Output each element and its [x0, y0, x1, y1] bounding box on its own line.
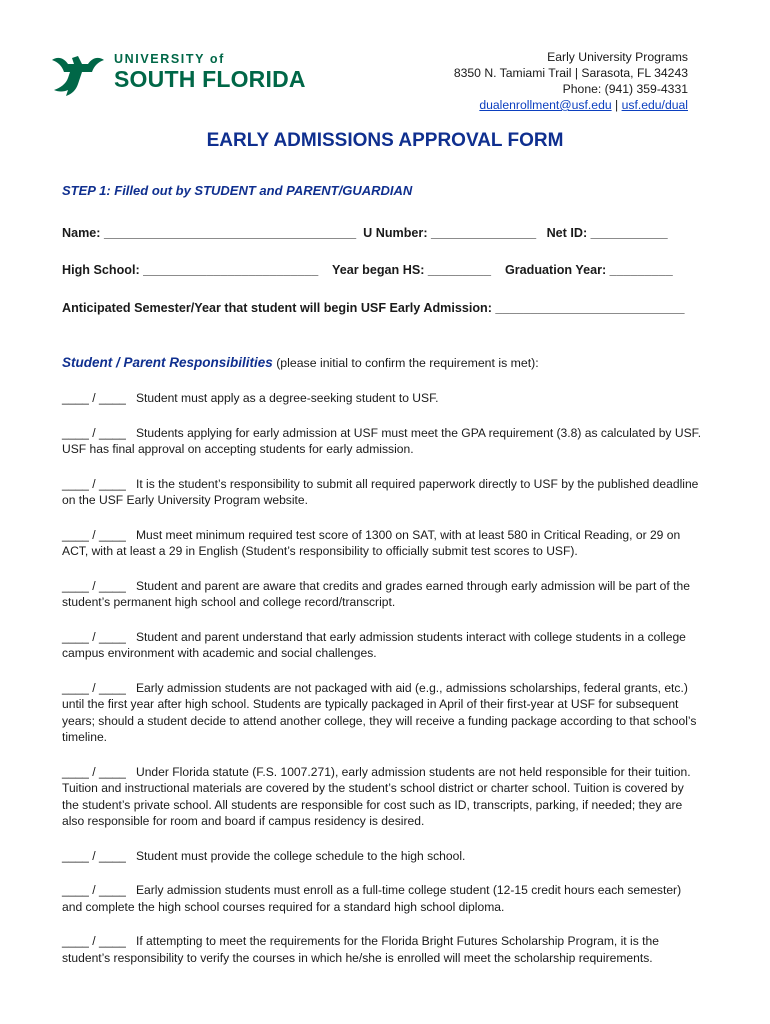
website-link[interactable]: usf.edu/dual: [621, 98, 688, 112]
responsibility-list: [62, 390, 702, 984]
item-text: Early admission students must enroll as a full-time college student (12-15 credit hours each semester) and complete the high school courses required for a standard high school diploma.: [62, 883, 682, 914]
responsibility-item: [62, 933, 702, 966]
usf-logo: [48, 50, 318, 102]
item-text: Students applying for early admission at USF must meet the GPA requirement (3.8) as calculated by USF. USF has final approval on accepting students for early admission.: [62, 425, 702, 456]
school-fields[interactable]: High School: _________________________ Year began HS: _________ Graduation Year: _________: [62, 263, 673, 277]
bull-horns-icon: [48, 54, 108, 98]
item-text: Must meet minimum required test score of 1300 on SAT, with at least 580 in Critical Reading, or 29 on ACT, with at least a 29 in English (Student’s responsibility to officially submit test scores to USF).: [62, 527, 681, 558]
item-text: Student must provide the college schedule to the high school.: [135, 848, 466, 863]
university-name: SOUTH FLORIDA: [114, 66, 306, 92]
program-name: Early University Programs: [547, 50, 688, 64]
initial-blank[interactable]: ____ / ____: [62, 883, 136, 897]
responsibility-item: [62, 476, 702, 509]
responsibility-item: [62, 680, 702, 746]
address: 8350 N. Tamiami Trail | Sarasota, FL 34243: [453, 66, 688, 80]
contact-links: [454, 97, 688, 113]
responsibility-item: [62, 848, 702, 865]
item-text: Under Florida statute (F.S. 1007.271), early admission students are not held responsible for their tuition. Tuition and instructional materials are covered by the student’s school district or charter school. Tuition is covered by the student’s private school. All students are responsible for cost such as ID, transcripts, parking, if needed; they are also responsible for room and board if campus residency is desired.: [62, 764, 691, 828]
initial-blank[interactable]: ____ / ____: [62, 848, 136, 863]
form-title: EARLY ADMISSIONS APPROVAL FORM: [206, 130, 564, 151]
responsibilities-heading: [62, 355, 539, 370]
item-text: If attempting to meet the requirements for the Florida Bright Futures Scholarship Program, it is the student’s responsibility to verify the courses in which he/she is enrolled will meet the scholarship requirements.: [62, 934, 659, 965]
initial-blank[interactable]: ____ / ____: [62, 476, 136, 491]
name-id-fields[interactable]: Name: ____________________________________ U Number: _______________ Net ID: ___________: [62, 226, 668, 240]
item-text: Student and parent understand that early admission students interact with college students in a college campus environment with academic and social challenges.: [62, 629, 686, 660]
responsibilities-note: (please initial to confirm the requirement is met):: [272, 356, 539, 370]
initial-blank[interactable]: ____ / ____: [62, 629, 136, 644]
responsibility-item: [62, 425, 702, 458]
initial-blank[interactable]: ____ / ____: [62, 425, 136, 440]
responsibility-item: [62, 764, 702, 830]
responsibility-item: [62, 578, 702, 611]
step-1-heading: STEP 1: Filled out by STUDENT and PARENT/GUARDIAN: [62, 183, 413, 198]
responsibility-item: [62, 629, 702, 662]
responsibility-item: [62, 390, 702, 407]
item-text: It is the student’s responsibility to submit all required paperwork directly to USF by the published deadline on the USF Early University Program website.: [62, 476, 699, 507]
link-separator: |: [611, 98, 622, 112]
responsibility-item: [62, 882, 702, 915]
initial-blank[interactable]: ____ / ____: [62, 527, 136, 542]
contact-block: [454, 49, 688, 113]
item-text: Student and parent are aware that credits and grades earned through early admission will be part of the student’s permanent high school and college record/transcript.: [62, 578, 690, 609]
responsibility-item: [62, 527, 702, 560]
initial-blank[interactable]: ____ / ____: [62, 391, 136, 405]
initial-blank[interactable]: ____ / ____: [62, 680, 136, 695]
item-text: Student must apply as a degree-seeking student to USF.: [135, 391, 439, 405]
phone: Phone: (941) 359-4331: [562, 82, 688, 96]
semester-field[interactable]: Anticipated Semester/Year that student will begin USF Early Admission: ___________________________: [62, 301, 685, 315]
initial-blank[interactable]: ____ / ____: [62, 934, 136, 948]
initial-blank[interactable]: ____ / ____: [62, 764, 136, 779]
university-label: UNIVERSITY of: [114, 52, 225, 66]
item-text: Early admission students are not packaged with aid (e.g., admissions scholarships, federal grants, etc.) until the first year after high school. Students are typically packaged in April of their first-year at USF for subsequent years; should a student decide to attend another college, they will receive a funding package according to that school’s timeline.: [62, 680, 697, 744]
responsibilities-title: Student / Parent Responsibilities: [62, 355, 273, 370]
initial-blank[interactable]: ____ / ____: [62, 578, 136, 593]
email-link[interactable]: dualenrollment@usf.edu: [479, 98, 612, 112]
